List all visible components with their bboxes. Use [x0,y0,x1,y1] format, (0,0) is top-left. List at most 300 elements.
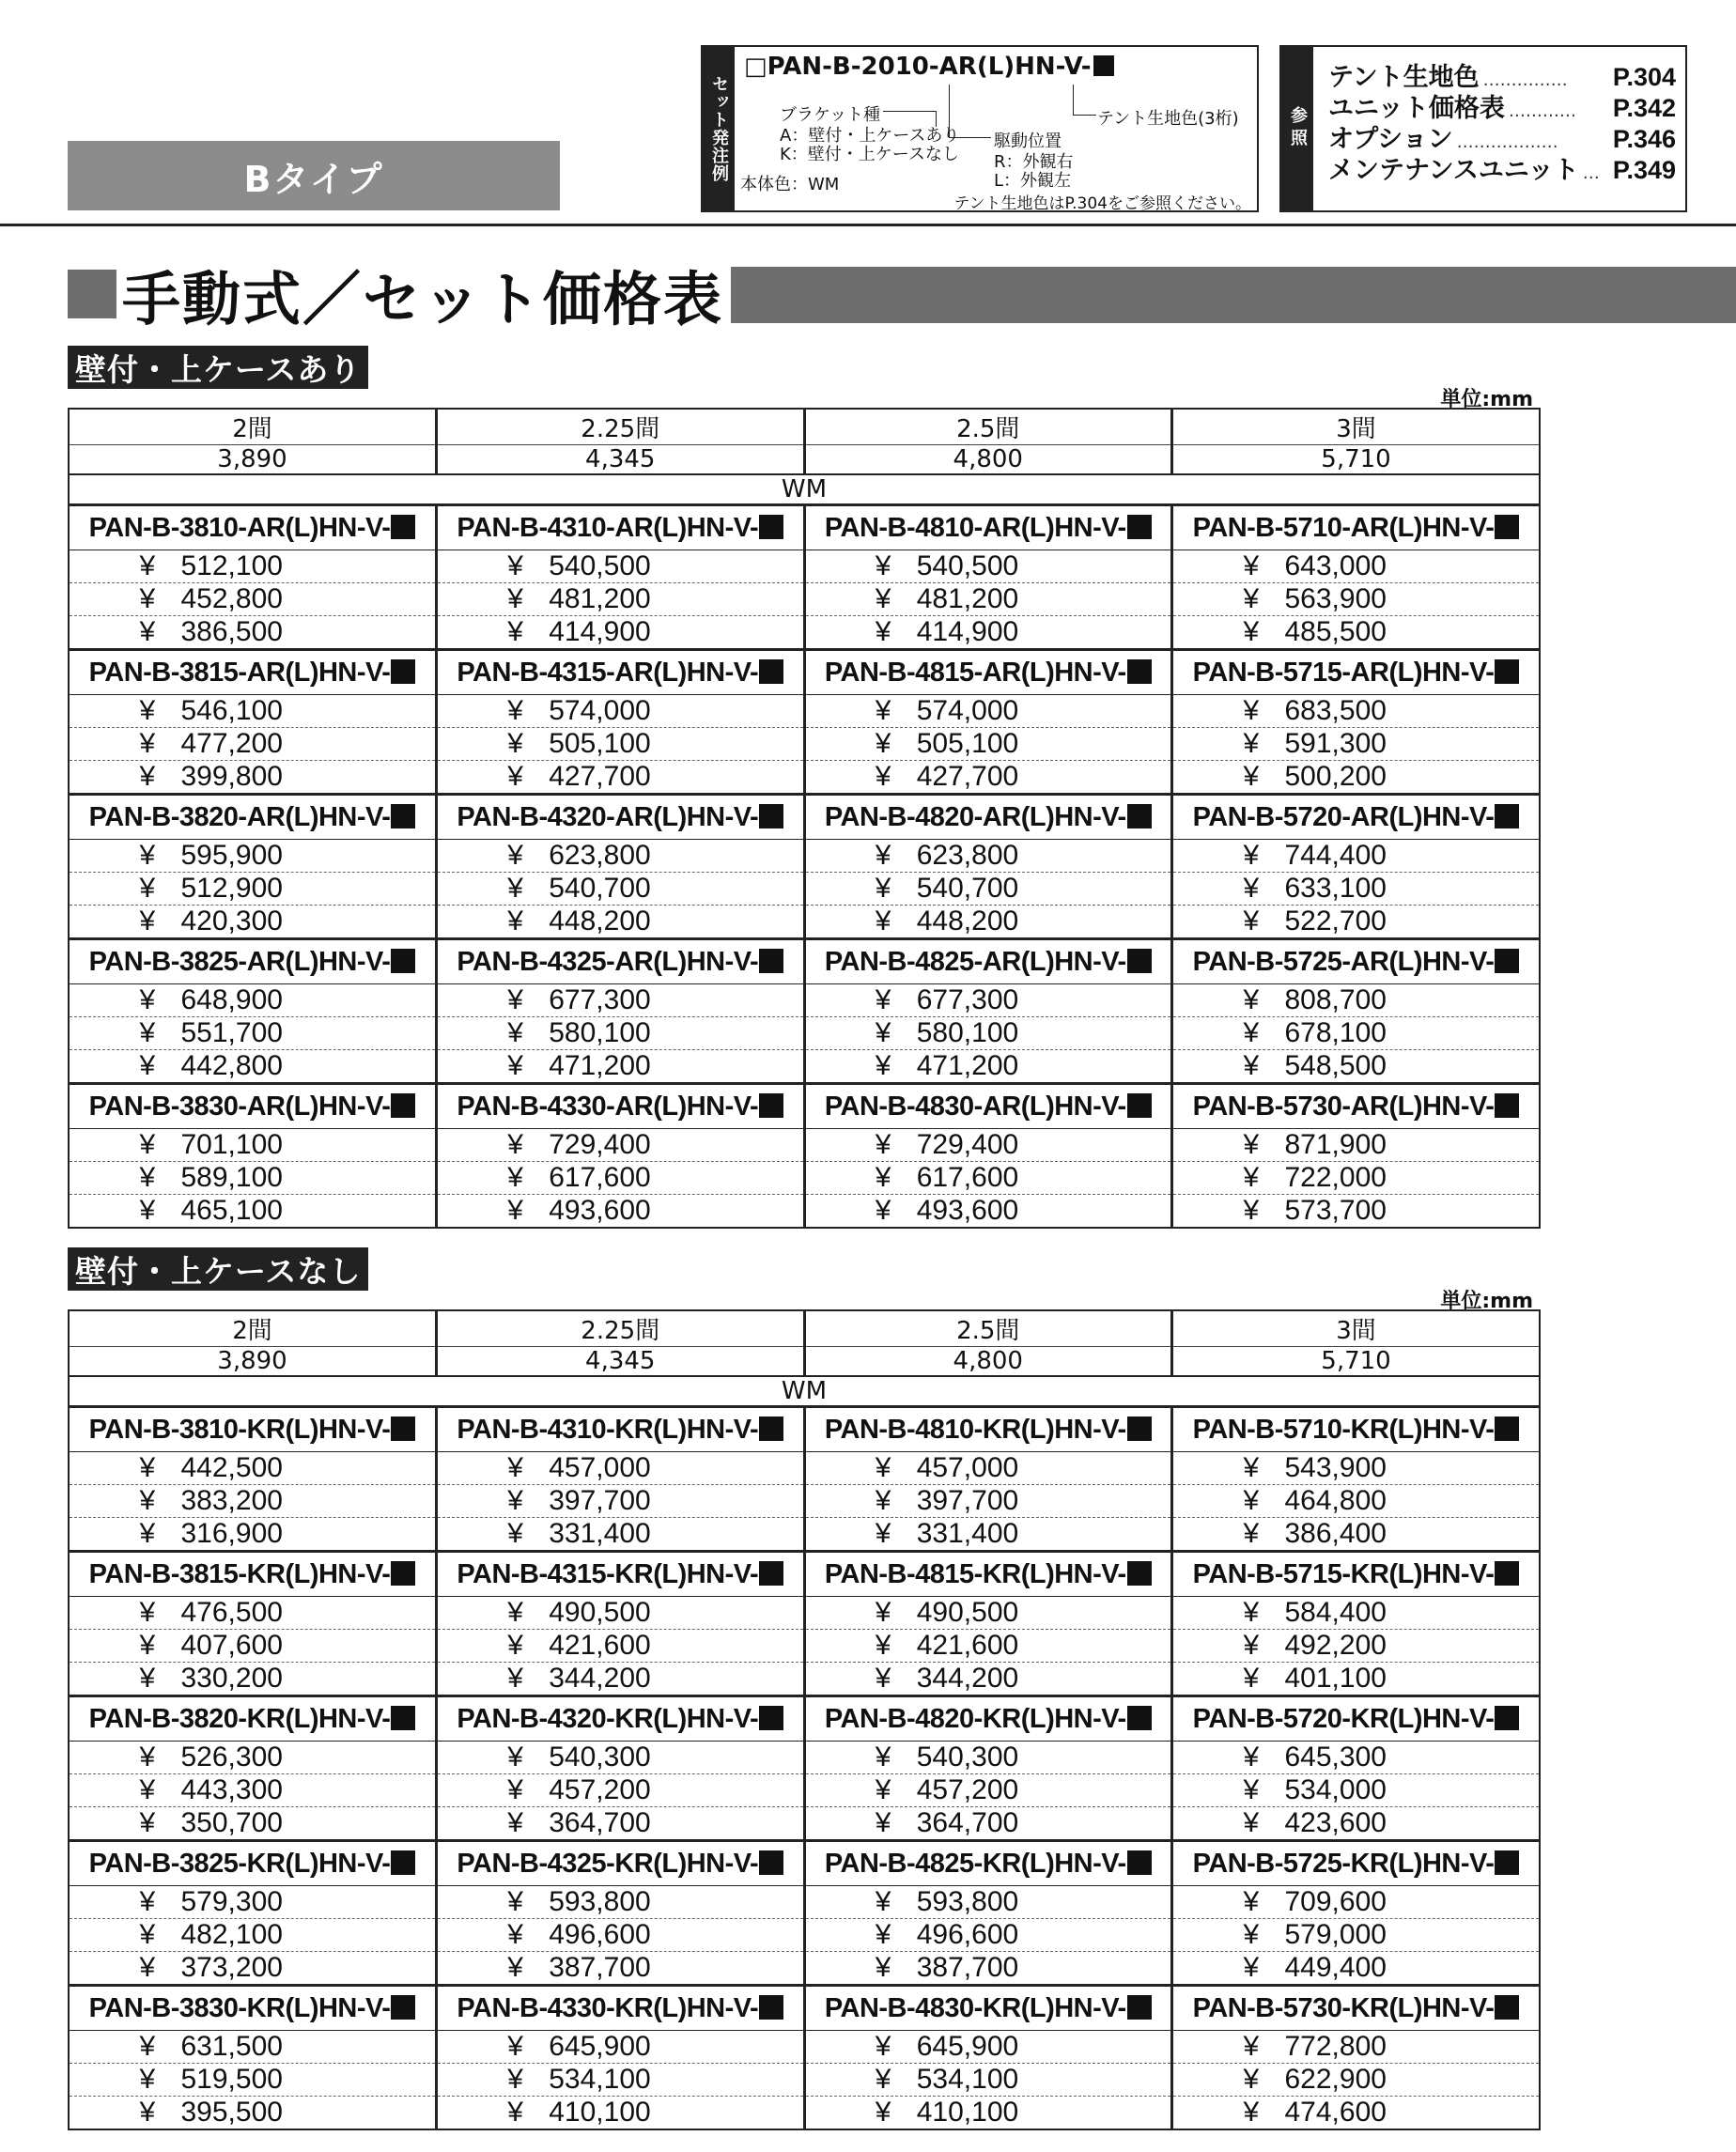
yen-symbol: ¥ [507,906,523,937]
yen-symbol: ¥ [507,1017,523,1048]
price-cell [437,616,805,650]
price-cell [804,1774,1172,1807]
yen-symbol: ¥ [507,1774,523,1805]
model-code: PAN-B-3820-KR(L)HN-V- [88,1703,391,1734]
body-color-row [69,474,1540,505]
price-cell [1172,1919,1541,1952]
price-cell [69,1919,437,1952]
drive-option-l: L：外観左 [994,171,1072,191]
price-value: 383,200 [180,1485,283,1516]
model-code-cell [804,1696,1172,1742]
yen-symbol: ¥ [139,1919,156,1950]
price-cell [804,1630,1172,1663]
yen-symbol: ¥ [875,2097,891,2128]
price-row [69,1195,1540,1229]
yen-symbol: ¥ [139,1485,156,1516]
price-value: 414,900 [916,616,1019,647]
model-code: PAN-B-3815-KR(L)HN-V- [88,1558,391,1589]
fabric-placeholder-square [391,1995,415,2020]
yen-symbol: ¥ [875,1807,891,1838]
size-header: 2.5間 [804,1310,1172,1347]
yen-symbol: ¥ [875,550,891,581]
yen-symbol: ¥ [875,761,891,792]
price-cell [804,550,1172,583]
price-cell [804,1952,1172,1986]
yen-symbol: ¥ [875,2064,891,2095]
model-code-cell [1172,1986,1541,2031]
price-value: 631,500 [180,2031,283,2062]
model-code: PAN-B-5715-AR(L)HN-V- [1192,657,1495,688]
price-cell [69,1774,437,1807]
price-cell [1172,1774,1541,1807]
yen-symbol: ¥ [139,1452,156,1483]
price-row [69,1742,1540,1774]
model-code: PAN-B-3810-AR(L)HN-V- [88,512,391,543]
price-cell [1172,761,1541,795]
price-cell [804,2097,1172,2130]
yen-symbol: ¥ [1243,1129,1260,1160]
price-value: 442,500 [180,1452,283,1483]
price-cell [437,1663,805,1696]
price-cell [437,1886,805,1919]
size-header: 3間 [1172,409,1541,445]
price-cell [69,906,437,939]
price-cell [1172,1597,1541,1630]
price-value: 477,200 [180,728,283,759]
size-header: 2.25間 [437,409,805,445]
price-value: 492,200 [1284,1630,1387,1661]
model-code: PAN-B-4825-AR(L)HN-V- [824,946,1126,977]
price-cell [1172,616,1541,650]
model-code-cell [1172,1084,1541,1129]
model-code-cell [1172,1552,1541,1597]
fabric-placeholder-square [759,1995,783,2020]
reference-item [1328,56,1676,92]
model-code: PAN-B-5710-AR(L)HN-V- [1192,512,1495,543]
yen-symbol: ¥ [875,873,891,904]
price-value: 617,600 [916,1162,1019,1193]
fabric-placeholder-square [391,1417,415,1441]
model-code: PAN-B-3830-AR(L)HN-V- [88,1091,391,1122]
fabric-placeholder-square [1495,1706,1519,1730]
model-code: PAN-B-4310-AR(L)HN-V- [457,512,759,543]
fabric-placeholder-square [1495,949,1519,973]
yen-symbol: ¥ [507,1452,523,1483]
yen-symbol: ¥ [875,1452,891,1483]
price-cell [804,761,1172,795]
price-row [69,761,1540,795]
fabric-placeholder-square [391,515,415,539]
price-value: 457,200 [916,1774,1019,1805]
price-value: 410,100 [549,2097,651,2128]
price-value: 397,700 [549,1485,651,1516]
yen-symbol: ¥ [875,1886,891,1917]
price-row [69,728,1540,761]
yen-symbol: ¥ [1243,1518,1260,1549]
model-code: PAN-B-5715-KR(L)HN-V- [1192,1558,1495,1589]
price-cell [69,728,437,761]
bracket-option-a: A：壁付・上ケースあり [780,126,960,146]
price-value: 331,400 [549,1518,651,1549]
fabric-placeholder-square [1127,1850,1152,1875]
price-cell [69,2031,437,2064]
price-row [69,1597,1540,1630]
model-code-cell [1172,505,1541,550]
model-code-cell [1172,795,1541,840]
yen-symbol: ¥ [875,1017,891,1048]
fabric-note: テント生地色はP.304をご参照ください。 [953,194,1251,213]
reference-item-label: メンテナンスユニット [1328,156,1579,185]
price-value: 540,700 [549,873,651,904]
yen-symbol: ¥ [875,616,891,647]
yen-symbol: ¥ [875,695,891,726]
model-code-cell [804,1084,1172,1129]
model-code: PAN-B-3830-KR(L)HN-V- [88,1992,391,2023]
yen-symbol: ¥ [1243,1485,1260,1516]
price-row [69,583,1540,616]
price-row [69,1050,1540,1084]
price-value: 364,700 [916,1807,1019,1838]
yen-symbol: ¥ [875,728,891,759]
price-cell [437,1518,805,1552]
fabric-placeholder-square [759,949,783,973]
yen-symbol: ¥ [1243,906,1260,937]
model-code: PAN-B-4820-AR(L)HN-V- [824,801,1126,832]
price-cell [69,1886,437,1919]
price-row [69,1017,1540,1050]
yen-symbol: ¥ [507,550,523,581]
model-code: PAN-B-4330-KR(L)HN-V- [457,1992,759,2023]
price-value: 622,900 [1284,2064,1387,2095]
model-row [69,650,1540,695]
price-value: 519,500 [180,2064,283,2095]
price-cell [1172,2097,1541,2130]
price-value: 563,900 [1284,583,1387,614]
yen-symbol: ¥ [875,1162,891,1193]
price-cell [1172,1195,1541,1229]
yen-symbol: ¥ [507,1162,523,1193]
fabric-connector [1073,85,1096,116]
price-value: 457,000 [916,1452,1019,1483]
price-value: 645,900 [549,2031,651,2062]
model-code-cell [804,1407,1172,1452]
size-header: 2.5間 [804,409,1172,445]
price-cell [1172,840,1541,873]
price-value: 522,700 [1284,906,1387,937]
model-code-cell [69,505,437,550]
yen-symbol: ¥ [139,1518,156,1549]
yen-symbol: ¥ [507,1630,523,1661]
bracket-label: ブラケット種 [780,105,881,125]
reference-item-label: テント生地色 [1328,63,1480,92]
price-cell [69,2064,437,2097]
model-code-cell [804,1552,1172,1597]
price-value: 344,200 [916,1663,1019,1694]
yen-symbol: ¥ [507,1597,523,1628]
yen-symbol: ¥ [1243,550,1260,581]
model-code-cell [804,650,1172,695]
price-value: 387,700 [549,1952,651,1983]
yen-symbol: ¥ [139,1017,156,1048]
price-cell [437,1952,805,1986]
price-value: 546,100 [180,695,283,726]
model-code-cell [1172,1696,1541,1742]
price-cell [69,695,437,728]
price-cell [804,840,1172,873]
price-value: 589,100 [180,1162,283,1193]
yen-symbol: ¥ [139,1162,156,1193]
fabric-placeholder-square [759,1093,783,1118]
price-cell [804,1129,1172,1162]
yen-symbol: ¥ [139,1050,156,1081]
price-value: 482,100 [180,1919,283,1950]
yen-symbol: ¥ [507,2031,523,2062]
title-square-mark [68,270,116,318]
yen-symbol: ¥ [875,1742,891,1773]
width-header: 4,800 [804,445,1172,475]
price-value: 427,700 [916,761,1019,792]
price-cell [437,1050,805,1084]
size-row [69,409,1540,445]
yen-symbol: ¥ [1243,1919,1260,1950]
price-cell [1172,728,1541,761]
price-cell [1172,583,1541,616]
price-cell [804,1663,1172,1696]
model-code: PAN-B-4320-KR(L)HN-V- [457,1703,759,1734]
yen-symbol: ¥ [1243,583,1260,614]
price-row [69,2097,1540,2130]
yen-symbol: ¥ [507,1663,523,1694]
price-row [69,840,1540,873]
price-value: 678,100 [1284,1017,1387,1048]
yen-symbol: ¥ [507,1952,523,1983]
model-code-cell [69,1084,437,1129]
price-cell [1172,2031,1541,2064]
price-value: 427,700 [549,761,651,792]
model-code-cell [1172,650,1541,695]
model-code-cell [69,1696,437,1742]
price-value: 316,900 [180,1518,283,1549]
price-value: 493,600 [916,1195,1019,1226]
price-value: 645,900 [916,2031,1019,2062]
price-cell [437,695,805,728]
size-row [69,1310,1540,1347]
price-cell [437,1597,805,1630]
fabric-placeholder-square [1495,659,1519,684]
model-code: PAN-B-4825-KR(L)HN-V- [824,1848,1126,1879]
price-value: 579,300 [180,1886,283,1917]
yen-symbol: ¥ [875,1195,891,1226]
yen-symbol: ¥ [875,1774,891,1805]
price-cell [804,728,1172,761]
fabric-color-label: テント生地色(3桁) [1097,109,1239,129]
fabric-placeholder-square [1495,1561,1519,1586]
price-value: 574,000 [916,695,1019,726]
price-cell [1172,984,1541,1017]
price-row [69,1129,1540,1162]
price-cell [437,1017,805,1050]
price-value: 534,000 [1284,1774,1387,1805]
price-cell [804,1485,1172,1518]
price-cell [1172,906,1541,939]
price-cell [437,873,805,906]
model-row [69,1552,1540,1597]
yen-symbol: ¥ [1243,1663,1260,1694]
yen-symbol: ¥ [1243,1050,1260,1081]
model-code-cell [1172,1407,1541,1452]
body-color-header: WM [69,474,1540,505]
price-value: 474,600 [1284,2097,1387,2128]
model-code: PAN-B-5730-KR(L)HN-V- [1192,1992,1495,2023]
model-code: PAN-B-3820-AR(L)HN-V- [88,801,391,832]
model-code-cell [69,795,437,840]
size-header: 2間 [69,1310,437,1347]
yen-symbol: ¥ [507,1195,523,1226]
price-cell [1172,1017,1541,1050]
price-cell [69,1485,437,1518]
price-value: 407,600 [180,1630,283,1661]
reference-item-label: ユニット価格表 [1328,94,1505,123]
width-header: 5,710 [1172,1347,1541,1377]
price-cell [804,2031,1172,2064]
price-cell [804,1452,1172,1485]
yen-symbol: ¥ [1243,1807,1260,1838]
price-value: 551,700 [180,1017,283,1048]
price-cell [69,1630,437,1663]
fabric-placeholder-square [391,1706,415,1730]
yen-symbol: ¥ [139,1195,156,1226]
fabric-placeholder-square [1495,1850,1519,1875]
fabric-placeholder-square [1495,515,1519,539]
model-row [69,1696,1540,1742]
model-code: PAN-B-3825-AR(L)HN-V- [88,946,391,977]
model-code: PAN-B-5725-AR(L)HN-V- [1192,946,1495,977]
fabric-placeholder-square [759,1561,783,1586]
section-without-upper-case [68,1247,1541,2128]
fabric-placeholder-square [1127,1093,1152,1118]
model-code: PAN-B-4310-KR(L)HN-V- [457,1414,759,1445]
fabric-placeholder-square [1127,1995,1152,2020]
fabric-placeholder-square [391,659,415,684]
price-cell [804,2064,1172,2097]
price-cell [1172,2064,1541,2097]
page-title [68,261,724,333]
size-header: 2間 [69,409,437,445]
price-value: 448,200 [916,906,1019,937]
yen-symbol: ¥ [139,1774,156,1805]
price-value: 471,200 [549,1050,651,1081]
fabric-placeholder-square [1495,1417,1519,1441]
yen-symbol: ¥ [1243,2064,1260,2095]
model-code-cell [437,1407,805,1452]
yen-symbol: ¥ [1243,984,1260,1015]
model-code: PAN-B-4830-AR(L)HN-V- [824,1091,1126,1122]
model-code-cell [804,795,1172,840]
width-header: 4,345 [437,1347,805,1377]
reference-list [1328,56,1676,185]
price-value: 623,800 [916,840,1019,871]
model-code-cell [437,505,805,550]
price-cell [69,1162,437,1195]
price-value: 496,600 [916,1919,1019,1950]
header-divider [0,224,1736,226]
price-value: 540,300 [916,1742,1019,1773]
width-header: 4,800 [804,1347,1172,1377]
price-value: 677,300 [549,984,651,1015]
fabric-placeholder-square [759,1706,783,1730]
price-value: 617,600 [549,1162,651,1193]
price-cell [69,2097,437,2130]
price-value: 534,100 [549,2064,651,2095]
yen-symbol: ¥ [139,728,156,759]
width-row [69,1347,1540,1377]
fabric-placeholder-square [391,804,415,828]
price-value: 808,700 [1284,984,1387,1015]
price-cell [69,873,437,906]
price-value: 543,900 [1284,1452,1387,1483]
price-value: 540,500 [549,550,651,581]
fabric-placeholder-square [759,804,783,828]
fabric-placeholder-square [1127,659,1152,684]
type-badge: Bタイプ [68,141,560,210]
width-row [69,445,1540,475]
fabric-placeholder-square [1495,1093,1519,1118]
price-cell [69,1597,437,1630]
yen-symbol: ¥ [139,1663,156,1694]
model-code-cell [69,939,437,984]
yen-symbol: ¥ [1243,1452,1260,1483]
price-value: 410,100 [916,2097,1019,2128]
model-code-cell [437,1552,805,1597]
price-value: 490,500 [916,1597,1019,1628]
price-cell [1172,1485,1541,1518]
price-cell [437,906,805,939]
price-value: 344,200 [549,1663,651,1694]
model-code: PAN-B-4820-KR(L)HN-V- [824,1703,1126,1734]
price-cell [437,1630,805,1663]
reference-item-page: P.342 [1612,94,1676,122]
price-value: 452,800 [180,583,283,614]
price-row [69,1663,1540,1696]
price-cell [69,550,437,583]
model-code: PAN-B-4315-AR(L)HN-V- [457,657,759,688]
fabric-placeholder-square [1127,1706,1152,1730]
price-cell [69,1807,437,1841]
fabric-placeholder-square [1127,1417,1152,1441]
price-cell [1172,1663,1541,1696]
order-example-box [701,45,1259,212]
model-row [69,1084,1540,1129]
yen-symbol: ¥ [139,1807,156,1838]
price-cell [1172,1129,1541,1162]
price-row [69,695,1540,728]
price-value: 645,300 [1284,1742,1387,1773]
yen-symbol: ¥ [507,1807,523,1838]
yen-symbol: ¥ [507,728,523,759]
reference-tab: 参照 [1281,47,1313,210]
price-value: 387,700 [916,1952,1019,1983]
price-cell [69,761,437,795]
price-value: 421,600 [549,1630,651,1661]
yen-symbol: ¥ [875,1663,891,1694]
price-cell [437,583,805,616]
yen-symbol: ¥ [139,1630,156,1661]
yen-symbol: ¥ [139,695,156,726]
price-value: 548,500 [1284,1050,1387,1081]
price-cell [69,583,437,616]
price-cell [437,2097,805,2130]
price-cell [437,1742,805,1774]
